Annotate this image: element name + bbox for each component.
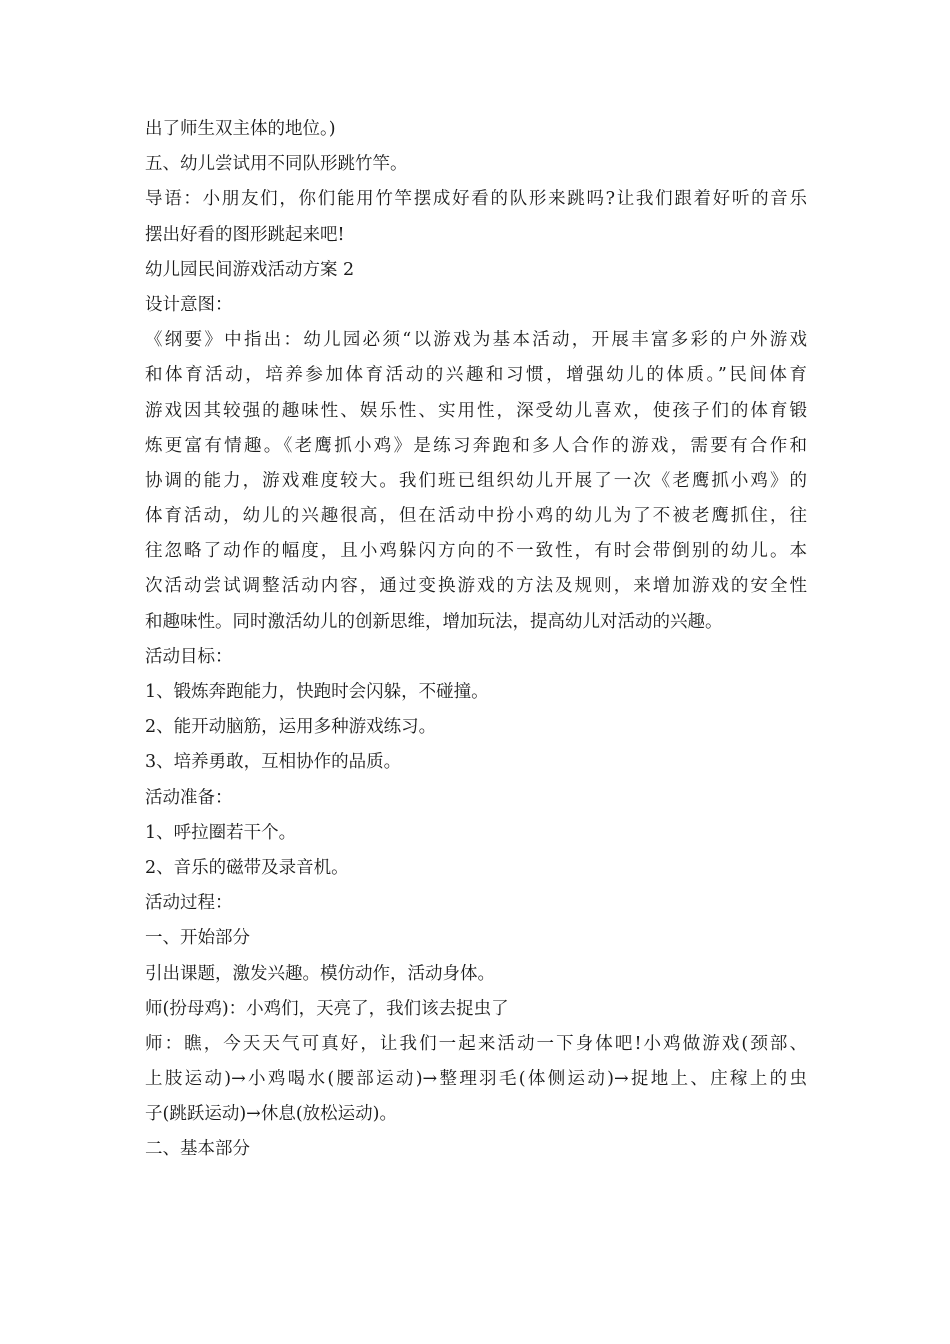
- text-line: 子(跳跃运动)→休息(放松运动)。: [145, 1104, 397, 1125]
- text-line: 摆出好看的图形跳起来吧!: [145, 224, 345, 245]
- text-line: 活动目标：: [145, 646, 233, 667]
- text-line: 活动过程：: [145, 893, 233, 914]
- text-line: 2、音乐的磁带及录音机。: [145, 857, 349, 878]
- text-line: 导语：小朋友们，你们能用竹竿摆成好看的队形来跳吗?让我们跟着好听的音乐: [145, 189, 807, 210]
- text-line: 师：瞧，今天天气可真好，让我们一起来活动一下身体吧!小鸡做游戏(颈部、: [145, 1033, 807, 1054]
- text-line: 出了师生双主体的地位。): [145, 119, 336, 139]
- text-line: 炼更富有情趣。《老鹰抓小鸡》是练习奔跑和多人合作的游戏，需要有合作和: [145, 435, 807, 456]
- text-line: 往忽略了动作的幅度，且小鸡躲闪方向的不一致性，有时会带倒别的幼儿。本: [145, 541, 807, 562]
- text-line: 协调的能力，游戏难度较大。我们班已组织幼儿开展了一次《老鹰抓小鸡》的: [145, 470, 807, 491]
- text-line: 次活动尝试调整活动内容，通过变换游戏的方法及规则，来增加游戏的安全性: [145, 576, 807, 597]
- document-body: [145, 112, 807, 1168]
- text-line: 上肢运动)→小鸡喝水(腰部运动)→整理羽毛(体侧运动)→捉地上、庄稼上的虫: [145, 1069, 807, 1090]
- text-line: 3、培养勇敢，互相协作的品质。: [145, 752, 402, 773]
- text-line: 五、幼儿尝试用不同队形跳竹竿。: [145, 154, 408, 175]
- text-line: 游戏因其较强的趣味性、娱乐性、实用性，深受幼儿喜欢，使孩子们的体育锻: [145, 400, 807, 421]
- text-line: 2、能开动脑筋，运用多种游戏练习。: [145, 717, 437, 738]
- text-line: 体育活动，幼儿的兴趣很高，但在活动中扮小鸡的幼儿为了不被老鹰抓住，往: [145, 506, 807, 527]
- text-line: 师(扮母鸡)：小鸡们，天亮了，我们该去捉虫了: [145, 998, 509, 1019]
- text-line: 1、呼拉圈若干个。: [145, 822, 297, 843]
- text-line: 幼儿园民间游戏活动方案 2: [145, 259, 355, 280]
- text-line: 和趣味性。同时激活幼儿的创新思维，增加玩法，提高幼儿对活动的兴趣。: [145, 611, 723, 632]
- text-line: 《纲要》中指出：幼儿园必须“以游戏为基本活动，开展丰富多彩的户外游戏: [145, 330, 807, 351]
- text-line: 活动准备：: [145, 787, 233, 808]
- text-line: 设计意图：: [145, 294, 233, 315]
- text-line: 一、开始部分: [145, 928, 250, 949]
- text-line: 和体育活动，培养参加体育活动的兴趣和习惯，增强幼儿的体质。”民间体育: [145, 365, 807, 386]
- text-line: 1、锻炼奔跑能力，快跑时会闪躲，不碰撞。: [145, 682, 489, 702]
- text-line: 引出课题，激发兴趣。模仿动作，活动身体。: [145, 963, 495, 984]
- text-line: 二、基本部分: [145, 1139, 250, 1160]
